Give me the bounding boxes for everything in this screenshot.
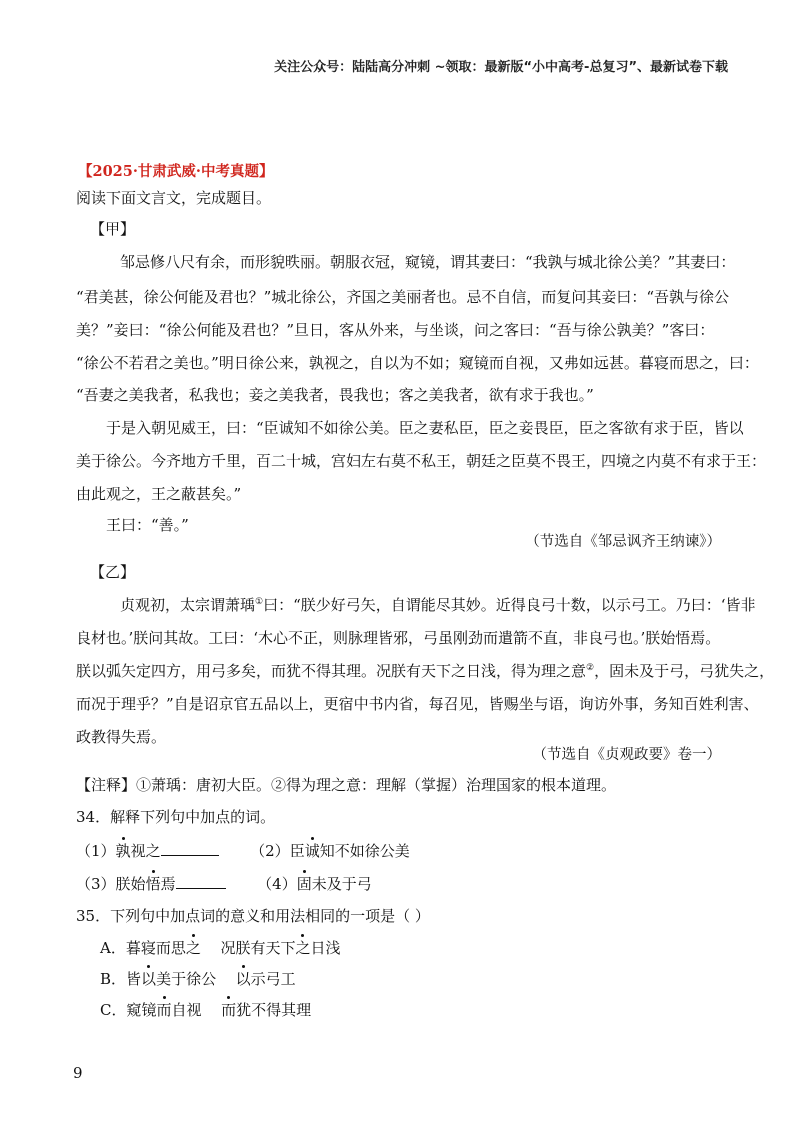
passage-line: 由此观之，王之蔽甚矣。”	[76, 485, 242, 503]
dotted-char: 诚	[304, 842, 320, 860]
question-title: 【2025·甘肃武威·中考真题】	[78, 163, 274, 180]
passage-line: 贞观初，太宗谓萧瑀①曰：“朕少好弓矢，自谓能尽其妙。近得良弓十数，以示弓工。乃曰：‘皆非	[120, 596, 756, 614]
dotted-char: 孰	[115, 842, 131, 860]
passage-line: 良材也。’朕问其故。工曰：‘木心不正，则脉理皆邪，弓虽刚劲而遣箭不直，非良弓也。’朕始悟焉。	[76, 629, 721, 647]
question-34-row: （3）朕始悟焉 （4）固未及于弓	[76, 875, 372, 893]
question-34-row: （1）孰视之 （2）臣诚知不如徐公美	[76, 842, 410, 860]
page-number: 9	[73, 1064, 83, 1082]
passage-line: 美？”妾曰：“徐公何能及君也？”旦日，客从外来，与坐谈，问之客曰：“吾与徐公孰美？”客曰：	[76, 321, 715, 339]
passage-line: 美于徐公。今齐地方千里，百二十城，宫妇左右莫不私王，朝廷之臣莫不畏王，四境之内莫不有求于王：	[76, 452, 767, 470]
dotted-char: 之	[295, 939, 311, 957]
annotation-note: 【注释】①萧瑀：唐初大臣。②得为理之意：理解（掌握）治理国家的根本道理。	[76, 776, 617, 794]
answer-blank[interactable]	[176, 874, 226, 889]
passage-line: “徐公不若君之美也。”明日徐公来，孰视之，自以为不如；窥镜而自视，又弗如远甚。暮寝而思之，曰：	[76, 354, 759, 372]
source-citation-jia: （节选自《邹忌讽齐王纳谏》）	[525, 534, 721, 550]
passage-line: 王曰：“善。”	[106, 516, 189, 534]
option-c[interactable]: C．窥镜而自视 而犹不得其理	[100, 1001, 312, 1019]
dotted-char: 以	[235, 970, 251, 988]
dotted-char: 悟	[145, 875, 161, 893]
footnote-mark: ②	[586, 663, 595, 673]
passage-line: 朕以弧矢定四方，用弓多矣，而犹不得其理。况朕有天下之日浅，得为理之意②，固未及于弓，弓犹失之，	[76, 662, 775, 680]
page-header: 关注公众号：陆陆高分冲刺 ~领取：最新版“小中高考-总复习”、最新试卷下载	[274, 60, 728, 75]
passage-line: 于是入朝见威王，曰：“臣诚知不如徐公美。臣之妻私臣，臣之妾畏臣，臣之客欲有求于臣，皆以	[106, 419, 744, 437]
dotted-char: 以	[141, 970, 157, 988]
dotted-char: 而	[221, 1001, 237, 1019]
instruction: 阅读下面文言文，完成题目。	[76, 189, 272, 207]
dotted-char: 固	[296, 875, 312, 893]
question-35-stem: 35．下列句中加点词的意义和用法相同的一项是（ ）	[76, 907, 430, 925]
passage-line: “君美甚，徐公何能及君也？”城北徐公，齐国之美丽者也。忌不自信，而复问其妾曰：“吾孰与徐公	[76, 288, 730, 306]
dotted-char: 而	[156, 1001, 172, 1019]
dotted-char: 之	[185, 939, 201, 957]
passage-line: 政教得失焉。	[76, 728, 167, 746]
source-citation-yi: （节选自《贞观政要》卷一）	[532, 747, 721, 763]
passage-line: 邹忌修八尺有余，而形貌昳丽。朝服衣冠，窥镜，谓其妻曰：“我孰与城北徐公美？”其妻曰：	[120, 253, 736, 271]
section-label-jia: 【甲】	[90, 220, 136, 238]
passage-line: “吾妻之美我者，私我也；妾之美我者，畏我也；客之美我者，欲有求于我也。”	[76, 386, 594, 404]
option-b[interactable]: B．皆以美于徐公 以示弓工	[100, 970, 296, 988]
footnote-mark: ①	[255, 597, 264, 607]
answer-blank[interactable]	[161, 841, 219, 856]
section-label-yi: 【乙】	[90, 563, 136, 581]
question-34-stem: 34．解释下列句中加点的词。	[76, 808, 276, 826]
passage-line: 而况于理乎？”自是诏京官五品以上，更宿中书内省，每召见，皆赐坐与语，询访外事，务知百姓利害、	[76, 695, 759, 713]
option-a[interactable]: A．暮寝而思之 况朕有天下之日浅	[100, 939, 341, 957]
